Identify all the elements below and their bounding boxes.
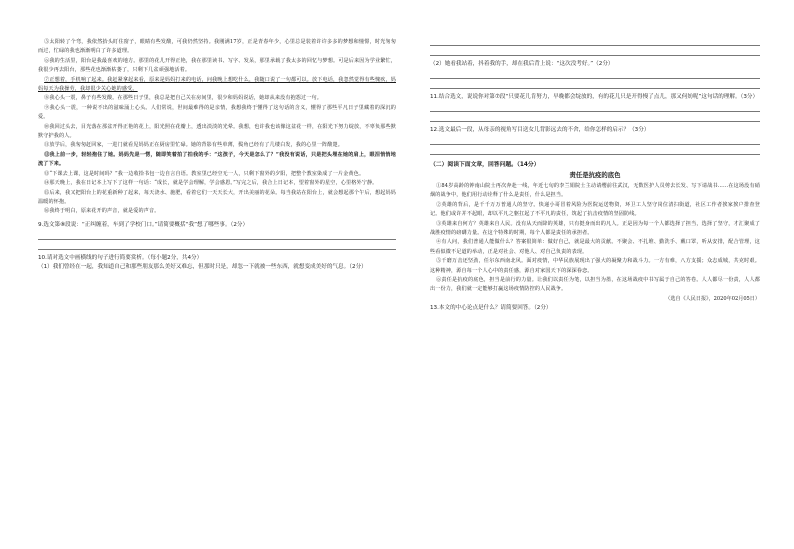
passage-paragraph-bold: ⑫我上前一步，轻轻抱住了她。妈妈先是一愣，随即笑着拍了拍我的手：“这孩子，今天是怎么了？”我没有说话，只是把头埋在她的肩上，眼泪悄悄地流了下来。: [38, 151, 396, 168]
passage-paragraph: ⑬“下课去上课，这是时间吗？”我一边收拾书包一边自言自语。教室里已经空无一人，只剩下窗外的夕阳，把整个教室染成了一片金黄色。: [44, 170, 365, 177]
question-13: 13.本文的中心论点是什么？请简要回答。（2分）: [430, 304, 552, 311]
passage-paragraph: ⑮后来，我又把阳台上的花重新种了起来，每天浇水、施肥，看着它们一天天长大，开出美丽的花朵。每当我站在阳台上，就会想起那个午后，想起妈妈温暖的怀抱。: [38, 189, 396, 205]
article-paragraph: ④有人问，我们普通人能做什么？答案很简单：做好自己，就是最大的贡献。不聚会、不扎堆、勤洗手、戴口罩，听从安排，配合管理，这些看似微不足道的举动，正是对社会、对他人、对自己负责的表现。: [430, 239, 760, 255]
question-10: 10.请对选文中画横线的句子进行简要赏析。（每小题2分，共4分）: [38, 254, 203, 261]
passage-paragraph: ⑪放学后，我匆匆赶回家，一进门就看见妈妈正在厨房里忙碌。她的背影有些单薄，鬓角已经有了几缕白发，我的心里一阵酸楚。: [44, 142, 344, 149]
passage-paragraph: ⑤太阳转了个弯，我依然抬头盯住窗子，眼睛有些发酸，可我仍然坚持。我刚满17岁，正是青春年少，心里总是装着许许多多的梦想和憧憬，时光匆匆而过，忙碌的我也渐渐明白了许多道理。: [38, 39, 396, 55]
passage-paragraph: ⑭那天晚上，我在日记本上写下了这样一句话：“成长，就是学会理解，学会感恩。”写完之后，我合上日记本，望着窗外的星空，心里格外宁静。: [44, 180, 378, 187]
question-11: 11.结合选文，说说你对第⑦段“只要花儿肯努力，早晚都会绽放的，有的花儿只是开得慢了点儿，那又何妨呢”这句话的理解。（3分）: [430, 94, 759, 100]
left-column: [38, 38, 396, 272]
question-10-2: （2）她看我站着，抖着我的手，却在我后背上说：“这次没考好。”（2分）: [430, 61, 614, 67]
article-source: （选自《人民日报》，2020年02月05日）: [665, 295, 760, 302]
passage-paragraph: ⑥我的生活里，阳台是我最喜欢的地方。那里的花儿开得正艳，我在那里读书、写字、发呆，那里承载了我太多的回忆与梦想。可是后来因为学业繁忙，我很少再去阳台，那些花也渐渐枯萎了，只剩下几盆顽强地活着。: [38, 57, 396, 74]
article-title: 责任是抗疫的底色: [569, 171, 621, 179]
article-paragraph: ②英雄的背后，是千千万万普通人的坚守。快递小哥冒着风险为医院运送物资，环卫工人坚守岗位清扫街道，社区工作者挨家挨户排查登记。他们或许并不起眼，却以平凡之躯扛起了不平凡的责任，筑起了抗击疫情的坚固防线。: [430, 201, 760, 218]
answer-line[interactable]: [430, 111, 760, 112]
article-paragraph: ③英雄来自何方？英雄来自人民。没有从天而降的英雄，只有挺身而出的凡人。正是因为每一个人都选择了担当，选择了坚守，才汇聚成了战胜疫情的磅礴力量。在这个特殊的时期，每个人都是责任的承担者。: [430, 220, 760, 237]
answer-line[interactable]: [430, 45, 760, 46]
answer-line[interactable]: [430, 154, 760, 155]
passage-paragraph: ⑨我心头一震，一种说不出的滋味涌上心头。人们常说，世间最难得的是亲情，我想我终于懂得了这句话的含义，懂得了那些平凡日子里藏着的深沉的爱。: [38, 104, 396, 121]
section-title: （二）阅读下面文章，回答问题。（14分）: [430, 162, 540, 168]
question-12: 12.选文最后一段，从母亲的视角写目送女儿背影远去的不舍，给你怎样的启示？（3分）: [430, 127, 650, 133]
question-9: 9.选文第⑧段说：“正纠缠着，车到了学校门口。”请简要概括“我”想了哪些事。（2分）: [38, 221, 249, 228]
question-10-1: （1）我们曾经在一起，我知道自己和那些朋友那么美好又难忘，但那时只是，却忽一下就被一些东西，就想变成美好的气息。（2分）: [38, 263, 367, 270]
right-column: [430, 38, 760, 313]
passage-paragraph-underlined: ⑦正想着，手机响了起来。我赶紧拿起来看，原来是妈妈打来的电话，问我晚上想吃什么，我随口说了一句都可以。放下电话，我忽然觉得有些愧疚，妈妈每天为我操劳，我却很少关心她的感受。: [38, 76, 396, 93]
article-paragraph: ①84岁高龄的钟南山院士再次奔赴一线，年近七旬的李兰娟院士主动请缨前往武汉，无数医护人员剪去长发、写下请战书……在这场没有硝烟的战争中，他们用行动诠释了什么是责任，什么是担当。: [430, 183, 760, 199]
passage-paragraph: ⑯我终于明白，原来花开的声音，就是爱的声音。: [44, 208, 160, 215]
passage-paragraph: ⑧我心头一震，鼻子有些发酸。在那些日子里，我总是把自己关在房间里，很少和妈妈说话，她却从来没有抱怨过一句。: [44, 95, 323, 102]
passage-paragraph: ⑩我回过头去，目光落在那盆开得正艳的花上，阳光照在花瓣上，透出淡淡的光晕。我想，也许我也该像这盆花一样，在阳光下努力绽放，不辜负那些默默守护我的人。: [38, 123, 396, 140]
article-paragraph: ⑤千磨万击还坚劲，任尔东西南北风。面对疫情，中华民族展现出了强大的凝聚力和战斗力。一方有难，八方支援；众志成城，共克时艰。这种精神，源自每一个人心中的责任感，源自对家国天下的深深眷恋。: [430, 258, 760, 274]
article-paragraph: ⑥责任是抗疫的底色，担当是前行的力量。让我们以责任为笔，以担当为墨，在这场战疫中书写属于自己的答卷。人人都尽一份责，人人都出一份力，我们就一定能够打赢这场疫情防控的人民战争。: [430, 277, 760, 293]
answer-line[interactable]: [430, 78, 760, 79]
answer-line[interactable]: [430, 144, 760, 145]
answer-line[interactable]: [38, 239, 396, 240]
